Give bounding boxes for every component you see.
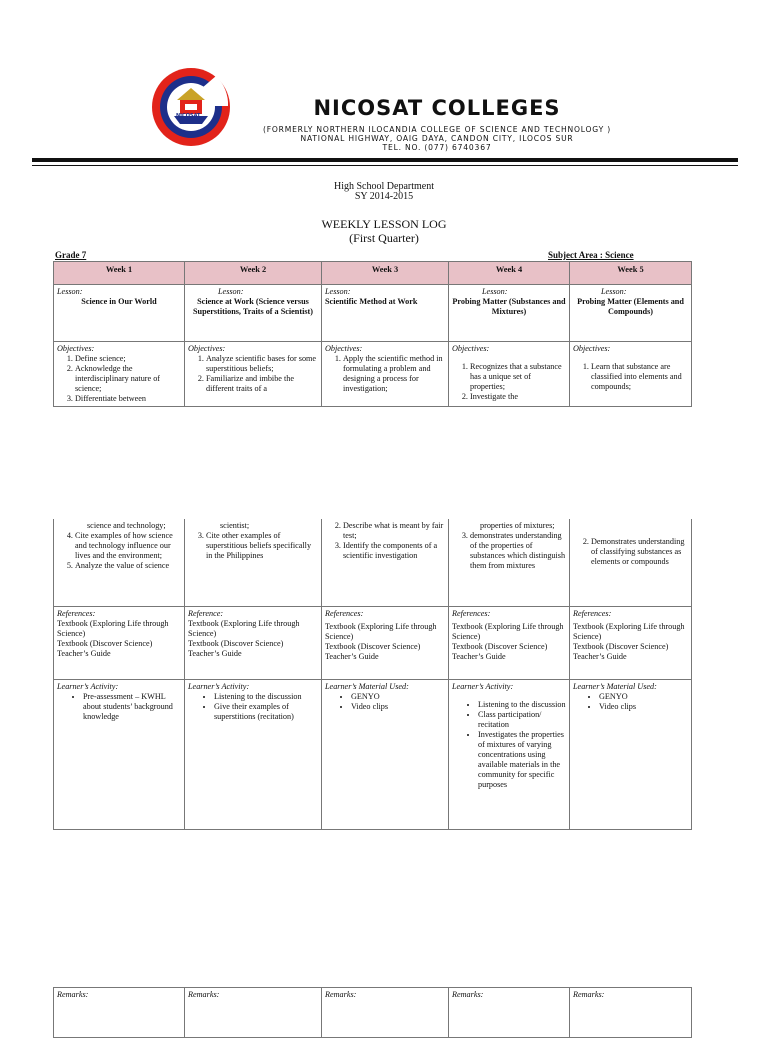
log-title: WEEKLY LESSON LOG [321, 217, 447, 231]
lesson-cell [54, 285, 185, 342]
lesson-row [54, 285, 692, 342]
department-name: High School Department [334, 181, 434, 192]
objective-item: 1. Apply the scientific method in formulating a problem and designing a process for investigation; [343, 354, 445, 394]
activity-item: • Video clips [599, 702, 688, 712]
lesson-title: Science in Our World [81, 297, 157, 306]
reference-item: Teacher’s Guide [573, 651, 627, 661]
reference-item: Textbook (Discover Science) [325, 641, 421, 651]
activities-cell [570, 679, 692, 829]
lesson-cell [449, 285, 570, 342]
references-cell [54, 606, 185, 679]
activities-cell [185, 679, 322, 829]
remarks-cell [54, 988, 185, 1038]
week-header: Week 2 [185, 262, 322, 285]
remarks-cell [570, 988, 692, 1038]
lesson-cell [185, 285, 322, 342]
reference-item: Textbook (Exploring Life through Science) [188, 618, 300, 638]
lesson-title: Probing Matter (Substances and Mixtures) [452, 297, 566, 316]
objectives-label: Objectives: [325, 344, 363, 353]
former-name: (FORMERLY NORTHERN ILOCANDIA COLLEGE OF SCIENCE AND TECHNOLOGY ) [262, 125, 612, 134]
lesson-label: Lesson: [601, 287, 627, 296]
references-label: References: [573, 608, 612, 618]
reference-item: Teacher’s Guide [325, 651, 379, 661]
lesson-title: Scientific Method at Work [325, 297, 418, 306]
week-header: Week 3 [322, 262, 449, 285]
school-logo [150, 66, 232, 148]
objective-item: 3. demonstrates understanding of the properties of substances which distinguish them from mixtures [470, 531, 566, 571]
logo-text: NICOSAT [176, 113, 201, 119]
remarks-label: Remarks: [573, 990, 605, 999]
remarks-label: Remarks: [188, 990, 220, 999]
references-row [54, 606, 692, 679]
reference-item: Textbook (Exploring Life through Science) [57, 618, 169, 638]
activity-item: • GENYO [599, 692, 688, 702]
activities-cell [54, 679, 185, 829]
objectives-label: Objectives: [573, 344, 611, 353]
activity-item: • Pre-assessment – KWHL about students’ background knowledge [83, 692, 181, 722]
objective-item: 2. Describe what is meant by fair test; [343, 521, 445, 541]
objectives-row [54, 342, 692, 407]
remarks-row [54, 988, 692, 1038]
header-rule-thin [32, 165, 738, 166]
lesson-cell [570, 285, 692, 342]
references-label: References: [57, 608, 96, 618]
objective-item: 1. Learn that substance are classified into elements and compounds; [591, 362, 688, 392]
objectives-cell [449, 342, 570, 407]
objective-item: 5. Analyze the value of science [75, 561, 181, 571]
activities-label: Learner’s Material Used: [325, 681, 409, 691]
lesson-log-table-part2 [53, 519, 692, 830]
activity-item: • Give their examples of superstitions (recitation) [214, 702, 318, 722]
header-rule-thick [32, 158, 738, 162]
activities-cell [449, 679, 570, 829]
references-cell [322, 606, 449, 679]
school-name: NICOSAT COLLEGES [313, 96, 561, 120]
week-header: Week 4 [449, 262, 570, 285]
objectives-label: Objectives: [57, 344, 95, 353]
reference-item: Textbook (Discover Science) [573, 641, 669, 651]
remarks-cell [185, 988, 322, 1038]
week-header-row [54, 262, 692, 285]
activities-label: Learner’s Activity: [57, 681, 119, 691]
objectives-cell [570, 519, 692, 606]
activity-item: • Listening to the discussion [478, 700, 566, 710]
reference-item: Textbook (Discover Science) [452, 641, 548, 651]
lesson-cell [322, 285, 449, 342]
reference-item: Textbook (Discover Science) [57, 638, 153, 648]
objective-item: 1. Define science; [75, 354, 181, 364]
activities-row [54, 679, 692, 829]
objectives-row-continued [54, 519, 692, 606]
department-heading [0, 182, 768, 202]
references-label: References: [452, 608, 491, 618]
activities-cell [322, 679, 449, 829]
references-cell [185, 606, 322, 679]
school-telephone: TEL. NO. (077) 6740367 [382, 143, 492, 152]
objectives-cell [570, 342, 692, 407]
lesson-log-table-part3 [53, 987, 692, 1038]
references-label: References: [325, 608, 364, 618]
grade-level: Grade 7 [55, 250, 87, 260]
objective-item: 2. Demonstrates understanding of classifying substances as elements or compounds [591, 537, 688, 567]
objectives-cell [185, 519, 322, 606]
objective-item: 1. Recognizes that a substance has a unique set of properties; [470, 362, 566, 392]
objective-item: 3. Differentiate between [75, 394, 181, 404]
remarks-cell [322, 988, 449, 1038]
remarks-label: Remarks: [57, 990, 89, 999]
reference-item: Teacher’s Guide [452, 651, 506, 661]
objective-item: 2. Acknowledge the interdisciplinary nature of science; [75, 364, 181, 394]
lesson-log-table-part1 [53, 261, 692, 407]
objective-item: 1. Analyze scientific bases for some superstitious beliefs; [206, 354, 318, 374]
objective-continued: scientist; [220, 521, 250, 530]
objective-continued: properties of mixtures; [480, 521, 555, 530]
week-header: Week 1 [54, 262, 185, 285]
activities-label: Learner’s Activity: [452, 681, 514, 691]
remarks-cell [449, 988, 570, 1038]
week-header: Week 5 [570, 262, 692, 285]
activity-item: • GENYO [351, 692, 445, 702]
subject-area: Subject Area : Science [548, 250, 634, 260]
lesson-label: Lesson: [325, 287, 351, 296]
objective-item: 4. Cite examples of how science and technology influence our lives and the environment; [75, 531, 181, 561]
activities-label: Learner’s Activity: [188, 681, 250, 691]
objectives-cell [322, 342, 449, 407]
remarks-label: Remarks: [452, 990, 484, 999]
activities-label: Learner’s Material Used: [573, 681, 657, 691]
lesson-title: Science at Work (Science versus Superstitions, Traits of a Scientist) [192, 297, 313, 316]
activity-item: • Investigates the properties of mixtures of varying concentrations using available materials in the community for specific purposes [478, 730, 566, 790]
activity-item: • Video clips [351, 702, 445, 712]
objective-item: 2. Familiarize and imbibe the different traits of a [206, 374, 318, 394]
lesson-label: Lesson: [482, 287, 508, 296]
activity-item: • Listening to the discussion [214, 692, 318, 702]
lesson-title: Probing Matter (Elements and Compounds) [577, 297, 684, 316]
objectives-cell [54, 342, 185, 407]
objectives-cell [185, 342, 322, 407]
school-address: NATIONAL HIGHWAY, OAIG DAYA, CANDON CITY, ILOCOS SUR [300, 134, 574, 143]
log-heading [0, 217, 768, 245]
quarter: (First Quarter) [349, 231, 419, 245]
objective-continued: science and technology; [87, 521, 166, 530]
school-year: SY 2014-2015 [354, 191, 414, 202]
reference-item: Textbook (Exploring Life through Science) [452, 621, 564, 641]
reference-item: Textbook (Discover Science) [188, 638, 284, 648]
objective-item: 2. Investigate the [470, 392, 566, 402]
objective-item: 3. Cite other examples of superstitious beliefs specifically in the Philippines [206, 531, 318, 561]
objectives-label: Objectives: [188, 344, 226, 353]
objectives-cell [322, 519, 449, 606]
references-cell [570, 606, 692, 679]
objectives-cell [449, 519, 570, 606]
objectives-label: Objectives: [452, 344, 490, 353]
references-cell [449, 606, 570, 679]
objectives-cell [54, 519, 185, 606]
reference-item: Teacher’s Guide [188, 648, 242, 658]
activity-item: • Class participation/ recitation [478, 710, 566, 730]
remarks-label: Remarks: [325, 990, 357, 999]
lesson-label: Lesson: [218, 287, 244, 296]
objective-item: 3. Identify the components of a scientific investigation [343, 541, 445, 561]
reference-item: Teacher’s Guide [57, 648, 111, 658]
references-label: Reference: [188, 608, 224, 618]
reference-item: Textbook (Exploring Life through Science) [573, 621, 685, 641]
reference-item: Textbook (Exploring Life through Science) [325, 621, 437, 641]
lesson-label: Lesson: [57, 287, 83, 296]
